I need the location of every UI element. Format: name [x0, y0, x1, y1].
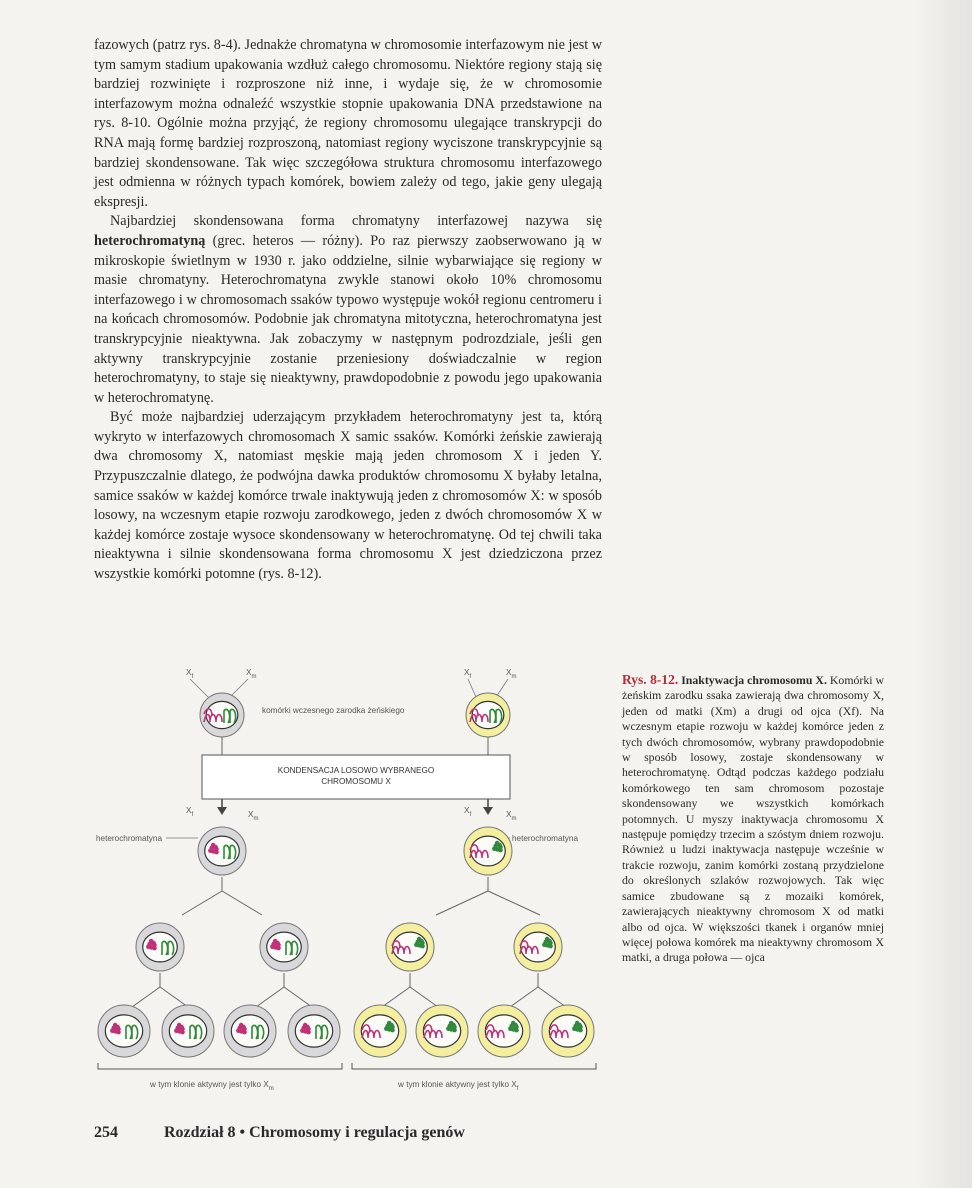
page-footer: [94, 1124, 465, 1142]
top-left-xm-label: $X_m$: [246, 668, 257, 680]
mid-right-xf-label: $X_f$: [464, 806, 472, 818]
box-line-2: CHROMOSOMU X: [321, 777, 391, 786]
paragraph-3: Być może najbardziej uderzającym przykładem heterochromatyny jest ta, którą wykryto w interfazowych chromosomach X samic ssaków. Komórki żeńskie zawierają dwa chromosomy X, natomiast męskie mają jeden chromosom X i jeden Y. Przypuszczalnie dlatego, że podwójna dawka produktów chromosomu X byłaby letalna, samice ssaków w każdej komórce trwale inaktywują jeden z chromosomów X: w sposób losowy, na wczesnym etapie rozwoju zarodkowego, jeden z dwóch chromosomów X w każdej komórce zostaje wysoce skondensowany w heterochromatynę. Od tej chwili taka nieaktywna i silnie skondensowana forma chromosomu X jest dziedziczona przez wszystkie komórki potomne (rys. 8-12).: [94, 409, 602, 583]
heterochromatin-right-label: heterochromatyna: [512, 834, 578, 843]
daughter-cell-2: [260, 923, 308, 971]
cell-xm-inactive: [464, 827, 512, 875]
chapter-title: Rozdział 8 • Chromosomy i regulacja genów: [164, 1124, 465, 1141]
clone-xf-cell-3: [478, 1005, 530, 1057]
bottom-left-clone-label: w tym klonie aktywny jest tylko $X_m$: [150, 1080, 274, 1092]
daughter-cell-1: [136, 923, 184, 971]
clone-xf-cell-2: [416, 1005, 468, 1057]
daughter-cell-3: [386, 923, 434, 971]
clone-xm-cell-1: [98, 1005, 150, 1057]
embryo-cell-left: [200, 693, 244, 737]
clone-xm-cell-3: [224, 1005, 276, 1057]
paragraph-1: fazowych (patrz rys. 8-4). Jednakże chromatyna w chromosomie interfazowym nie jest w tym samym stadium upakowania wzdłuż całego chromosomu. Niektóre regiony stają się bardziej rozwinięte i rozproszone niż inne, i wydaje się, że w chromosomie interfazowym można odnaleźć wszystkie stopnie upakowania DNA przedstawione na rys. 8-10. Ogólnie można przyjąć, że regiony chromosomu ulegające transkrypcji do RNA mają formę bardziej rozproszoną, natomiast regiony wyciszone transkrypcyjnie są bardziej skondensowane. Tak więc szczegółowa struktura chromosomu interfazowego jest odmienna w różnych typach komórek, bowiem zależy od tego, jakie geny ulegają ekspresji.: [94, 37, 602, 210]
caption-text: Komórki w żeńskim zarodku ssaka zawierają dwa chromosomy X, jeden od matki (Xm) a drugi od ojca (Xf). Na wczesnym etapie rozwoju w każdej komórce jeden z tych dwóch chromosomów, wybrany prawdopodobnie w sposób losowy, zostaje skondensowany w heterochromatynę. Odtąd podczas każdego podziału komórkowego ten sam chromosom pozostaje skondensowany we wszystkich komórkach potomnych. U myszy inaktywacja chromosomu X następuje pomiędzy trzecim a szóstym dniem rozwoju. Również u ludzi inaktywacja następuje wcześnie w trakcie rozwoju, zanim komórki zostaną przydzielone do określonych szlaków rozwojowych. Tak więc samice zbudowane są z mozaiki komórek, zawierających nieaktywny chromosom X od matki albo od ojca. W większości tkanek i organów mniej więcej połowa komórek ma nieaktywny chromosom X matki, a druga połowa — ojca: [622, 673, 885, 965]
mid-right-xm-label: $X_m$: [506, 810, 517, 822]
mid-left-xf-label: $X_f$: [186, 806, 194, 818]
top-left-xf-label: $X_f$: [186, 668, 194, 680]
clone-xm-cell-2: [162, 1005, 214, 1057]
figure-8-12: [80, 655, 612, 1100]
embryo-cell-right: [466, 693, 510, 737]
x-inactivation-diagram: [80, 655, 612, 1100]
top-right-xf-label: $X_f$: [464, 668, 472, 680]
top-right-xm-label: $X_m$: [506, 668, 517, 680]
clone-xm-cell-4: [288, 1005, 340, 1057]
body-text: [94, 36, 602, 585]
page-edge-shadow: [914, 0, 972, 1188]
mid-left-xm-label: $X_m$: [248, 810, 259, 822]
heterochromatin-left-label: heterochromatyna: [96, 834, 162, 843]
bottom-right-clone-label: w tym klonie aktywny jest tylko $X_f$: [398, 1080, 519, 1092]
figure-caption: [622, 672, 884, 966]
term-heterochromatyna: heterochromatyną: [94, 232, 206, 249]
caption-number: Rys. 8-12.: [622, 672, 679, 687]
caption-title: Inaktywacja chromosomu X.: [681, 673, 827, 687]
cell-xf-inactive: [198, 827, 246, 875]
top-cells-label: komórki wczesnego zarodka żeńskiego: [262, 706, 405, 715]
box-line-1: KONDENSACJA LOSOWO WYBRANEGO: [277, 766, 435, 775]
page-number: 254: [94, 1124, 118, 1141]
daughter-cell-4: [514, 923, 562, 971]
clone-xf-cell-4: [542, 1005, 594, 1057]
clone-xf-cell-1: [354, 1005, 406, 1057]
paragraph-2: Najbardziej skondensowana forma chromatyny interfazowej nazywa się heterochromatyną (grec. heteros — różny). Po raz pierwszy zaobserwowano ją w mikroskopie świetlnym w 1930 r. jako oddzielne, silnie wybarwiające się regiony w masie chromatyny. Heterochromatyna zwykle stanowi około 10% chromosomu interfazowego i w chromosomach ssaków typowo występuje wokół regionu centromeru i na końcach chromosomów. Podobnie jak chromatyna mitotyczna, heterochromatyna jest transkrypcyjnie nieaktywna. Jak zobaczymy w następnym podrozdziale, jeśli gen aktywny transkrypcyjnie zostanie przeniesiony doświadczalnie w region heterochromatyny, to staje się nieaktywny, prawdopodobnie z powodu jego upakowania w heterochromatynę.: [94, 213, 603, 406]
